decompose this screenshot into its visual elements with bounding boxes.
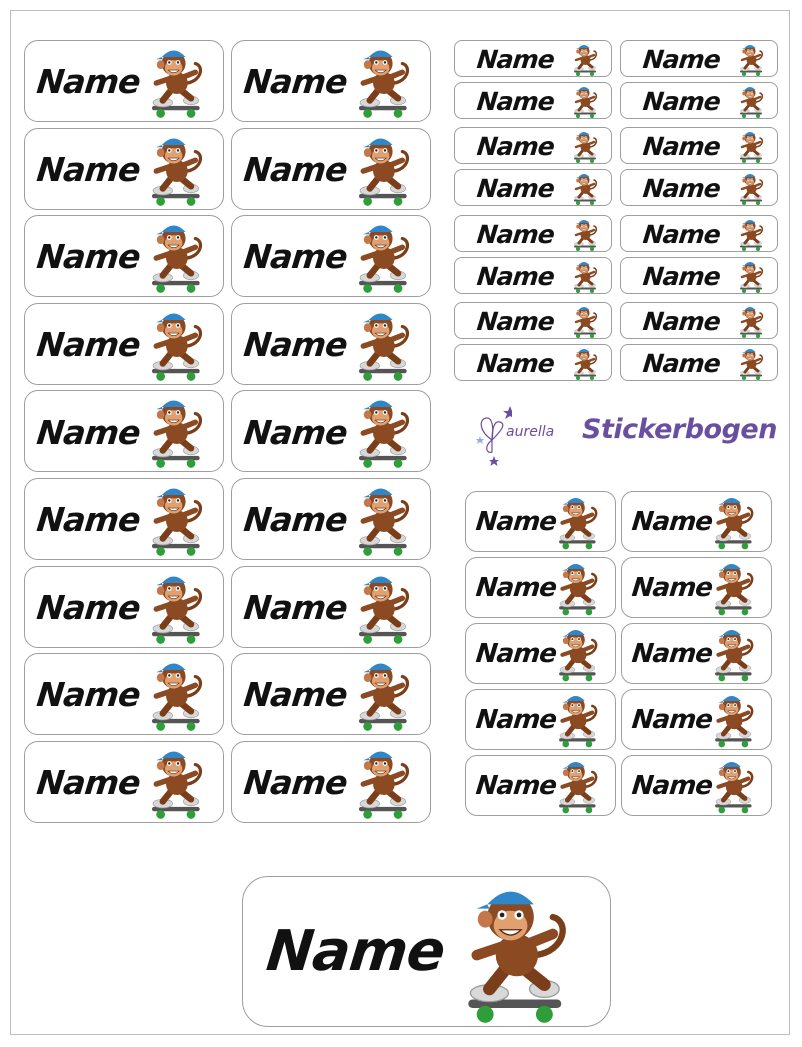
name-sticker <box>24 390 224 472</box>
sticker-name-text: Name <box>641 131 722 161</box>
skateboarding-monkey-icon <box>352 570 418 646</box>
name-sticker <box>454 40 612 77</box>
sticker-name-text: Name <box>474 572 558 603</box>
name-sticker <box>454 257 612 294</box>
sticker-name-text: Name <box>641 173 722 203</box>
sticker-monkey-image <box>737 259 767 294</box>
sticker-monkey-image <box>737 42 767 77</box>
name-sticker <box>231 653 431 735</box>
sticker-monkey-image <box>352 394 418 470</box>
name-sticker <box>454 344 612 381</box>
sticker-monkey-image <box>710 625 760 683</box>
sticker-name-text: Name <box>241 412 349 452</box>
sticker-monkey-image <box>737 84 767 119</box>
skateboarding-monkey-icon <box>710 691 760 749</box>
sticker-monkey-image <box>554 625 604 683</box>
skateboarding-monkey-icon <box>554 757 604 815</box>
sticker-name-text: Name <box>241 587 349 627</box>
sticker-monkey-image <box>737 304 767 339</box>
skateboarding-monkey-icon <box>352 657 418 733</box>
name-sticker <box>465 557 616 618</box>
name-sticker <box>231 303 431 385</box>
sticker-monkey-image <box>710 493 760 551</box>
sticker-name-text: Name <box>263 918 448 984</box>
sticker-monkey-image <box>453 879 585 1027</box>
name-sticker <box>465 689 616 750</box>
skateboarding-monkey-icon <box>737 259 767 294</box>
sticker-monkey-image <box>737 171 767 206</box>
sticker-monkey-image <box>145 570 211 646</box>
sticker-monkey-image <box>145 219 211 295</box>
sticker-name-text: Name <box>475 348 556 378</box>
name-sticker <box>24 215 224 297</box>
sticker-monkey-image <box>710 757 760 815</box>
skateboarding-monkey-icon <box>352 132 418 208</box>
name-sticker <box>620 40 778 77</box>
sticker-name-text: Name <box>34 62 142 102</box>
name-sticker <box>231 40 431 122</box>
skateboarding-monkey-icon <box>145 482 211 558</box>
name-sticker <box>231 128 431 210</box>
sticker-name-text: Name <box>641 261 722 291</box>
name-sticker <box>231 566 431 648</box>
sticker-monkey-image <box>571 129 601 164</box>
skateboarding-monkey-icon <box>710 757 760 815</box>
sticker-name-text: Name <box>34 149 142 189</box>
sticker-monkey-image <box>571 84 601 119</box>
skateboarding-monkey-icon <box>710 493 760 551</box>
name-sticker <box>231 478 431 560</box>
name-sticker <box>621 755 772 816</box>
sticker-name-text: Name <box>241 324 349 364</box>
sticker-name-text: Name <box>641 306 722 336</box>
sticker-name-text: Name <box>475 261 556 291</box>
sticker-name-text: Name <box>630 770 714 801</box>
name-sticker <box>465 623 616 684</box>
name-sticker <box>620 344 778 381</box>
skateboarding-monkey-icon <box>453 879 585 1027</box>
skateboarding-monkey-icon <box>737 217 767 252</box>
name-sticker <box>242 876 611 1027</box>
skateboarding-monkey-icon <box>352 219 418 295</box>
skateboarding-monkey-icon <box>554 691 604 749</box>
skateboarding-monkey-icon <box>145 570 211 646</box>
name-sticker <box>620 82 778 119</box>
name-sticker <box>620 302 778 339</box>
skateboarding-monkey-icon <box>145 394 211 470</box>
skateboarding-monkey-icon <box>352 745 418 821</box>
sticker-name-text: Name <box>474 506 558 537</box>
brand-name: aurella <box>506 424 555 440</box>
sticker-name-text: Name <box>475 86 556 116</box>
skateboarding-monkey-icon <box>571 171 601 206</box>
sticker-name-text: Name <box>34 412 142 452</box>
skateboarding-monkey-icon <box>145 219 211 295</box>
skateboarding-monkey-icon <box>737 84 767 119</box>
skateboarding-monkey-icon <box>571 217 601 252</box>
name-sticker <box>454 169 612 206</box>
sticker-monkey-image <box>571 171 601 206</box>
skateboarding-monkey-icon <box>737 171 767 206</box>
name-sticker <box>24 478 224 560</box>
name-sticker <box>454 82 612 119</box>
skateboarding-monkey-icon <box>737 346 767 381</box>
sticker-name-text: Name <box>641 348 722 378</box>
skateboarding-monkey-icon <box>571 42 601 77</box>
sticker-monkey-image <box>352 307 418 383</box>
sticker-name-text: Name <box>34 587 142 627</box>
sticker-monkey-image <box>352 132 418 208</box>
sticker-monkey-image <box>571 304 601 339</box>
name-sticker <box>24 566 224 648</box>
sticker-name-text: Name <box>475 306 556 336</box>
sticker-name-text: Name <box>34 237 142 277</box>
sticker-monkey-image <box>554 691 604 749</box>
sticker-monkey-image <box>571 42 601 77</box>
name-sticker <box>620 127 778 164</box>
skateboarding-monkey-icon <box>145 307 211 383</box>
skateboarding-monkey-icon <box>352 482 418 558</box>
name-sticker <box>24 741 224 823</box>
name-sticker <box>620 215 778 252</box>
skateboarding-monkey-icon <box>554 625 604 683</box>
sticker-monkey-image <box>352 570 418 646</box>
name-sticker <box>454 127 612 164</box>
skateboarding-monkey-icon <box>145 132 211 208</box>
name-sticker <box>621 689 772 750</box>
sticker-monkey-image <box>145 132 211 208</box>
sticker-name-text: Name <box>241 149 349 189</box>
sticker-name-text: Name <box>34 762 142 802</box>
sticker-monkey-image <box>554 559 604 617</box>
name-sticker <box>621 557 772 618</box>
sticker-name-text: Name <box>34 500 142 540</box>
sticker-monkey-image <box>554 493 604 551</box>
sticker-monkey-image <box>145 482 211 558</box>
sticker-monkey-image <box>554 757 604 815</box>
sticker-monkey-image <box>737 217 767 252</box>
sticker-name-text: Name <box>34 324 142 364</box>
sticker-name-text: Name <box>630 506 714 537</box>
name-sticker <box>454 215 612 252</box>
sticker-name-text: Name <box>475 173 556 203</box>
name-sticker <box>231 215 431 297</box>
sticker-name-text: Name <box>241 500 349 540</box>
sticker-name-text: Name <box>241 762 349 802</box>
sticker-monkey-image <box>737 346 767 381</box>
sticker-monkey-image <box>571 259 601 294</box>
skateboarding-monkey-icon <box>571 259 601 294</box>
skateboarding-monkey-icon <box>145 657 211 733</box>
name-sticker <box>24 40 224 122</box>
sticker-name-text: Name <box>474 638 558 669</box>
sticker-name-text: Name <box>630 704 714 735</box>
sticker-name-text: Name <box>630 638 714 669</box>
sticker-monkey-image <box>352 745 418 821</box>
sticker-monkey-image <box>571 217 601 252</box>
sticker-monkey-image <box>571 346 601 381</box>
sticker-name-text: Name <box>641 86 722 116</box>
name-sticker <box>24 303 224 385</box>
skateboarding-monkey-icon <box>554 559 604 617</box>
name-sticker <box>620 169 778 206</box>
sticker-monkey-image <box>352 482 418 558</box>
name-sticker <box>231 741 431 823</box>
sticker-name-text: Name <box>241 237 349 277</box>
skateboarding-monkey-icon <box>352 394 418 470</box>
skateboarding-monkey-icon <box>737 42 767 77</box>
skateboarding-monkey-icon <box>571 304 601 339</box>
sticker-monkey-image <box>145 394 211 470</box>
skateboarding-monkey-icon <box>710 559 760 617</box>
sticker-name-text: Name <box>475 131 556 161</box>
sticker-name-text: Name <box>630 572 714 603</box>
skateboarding-monkey-icon <box>737 304 767 339</box>
sticker-name-text: Name <box>641 44 722 74</box>
sticker-name-text: Name <box>474 770 558 801</box>
sticker-name-text: Name <box>34 675 142 715</box>
sticker-name-text: Name <box>241 675 349 715</box>
name-sticker <box>465 755 616 816</box>
skateboarding-monkey-icon <box>737 129 767 164</box>
sticker-monkey-image <box>145 307 211 383</box>
sticker-name-text: Name <box>474 704 558 735</box>
sticker-monkey-image <box>710 559 760 617</box>
name-sticker <box>465 491 616 552</box>
skateboarding-monkey-icon <box>710 625 760 683</box>
skateboarding-monkey-icon <box>571 84 601 119</box>
name-sticker <box>621 623 772 684</box>
sticker-name-text: Name <box>241 62 349 102</box>
name-sticker <box>231 390 431 472</box>
skateboarding-monkey-icon <box>571 346 601 381</box>
name-sticker <box>24 653 224 735</box>
skateboarding-monkey-icon <box>554 493 604 551</box>
sheet-title: Stickerbogen <box>582 414 777 445</box>
name-sticker <box>621 491 772 552</box>
name-sticker <box>24 128 224 210</box>
sticker-name-text: Name <box>475 44 556 74</box>
skateboarding-monkey-icon <box>352 44 418 120</box>
sticker-monkey-image <box>145 657 211 733</box>
skateboarding-monkey-icon <box>571 129 601 164</box>
sticker-name-text: Name <box>641 219 722 249</box>
skateboarding-monkey-icon <box>145 745 211 821</box>
skateboarding-monkey-icon <box>352 307 418 383</box>
sticker-monkey-image <box>352 657 418 733</box>
sticker-monkey-image <box>352 219 418 295</box>
name-sticker <box>454 302 612 339</box>
sticker-monkey-image <box>352 44 418 120</box>
sticker-monkey-image <box>145 44 211 120</box>
sticker-name-text: Name <box>475 219 556 249</box>
sticker-monkey-image <box>710 691 760 749</box>
skateboarding-monkey-icon <box>145 44 211 120</box>
name-sticker <box>620 257 778 294</box>
sticker-monkey-image <box>737 129 767 164</box>
sticker-monkey-image <box>145 745 211 821</box>
brand-logo <box>472 402 782 472</box>
